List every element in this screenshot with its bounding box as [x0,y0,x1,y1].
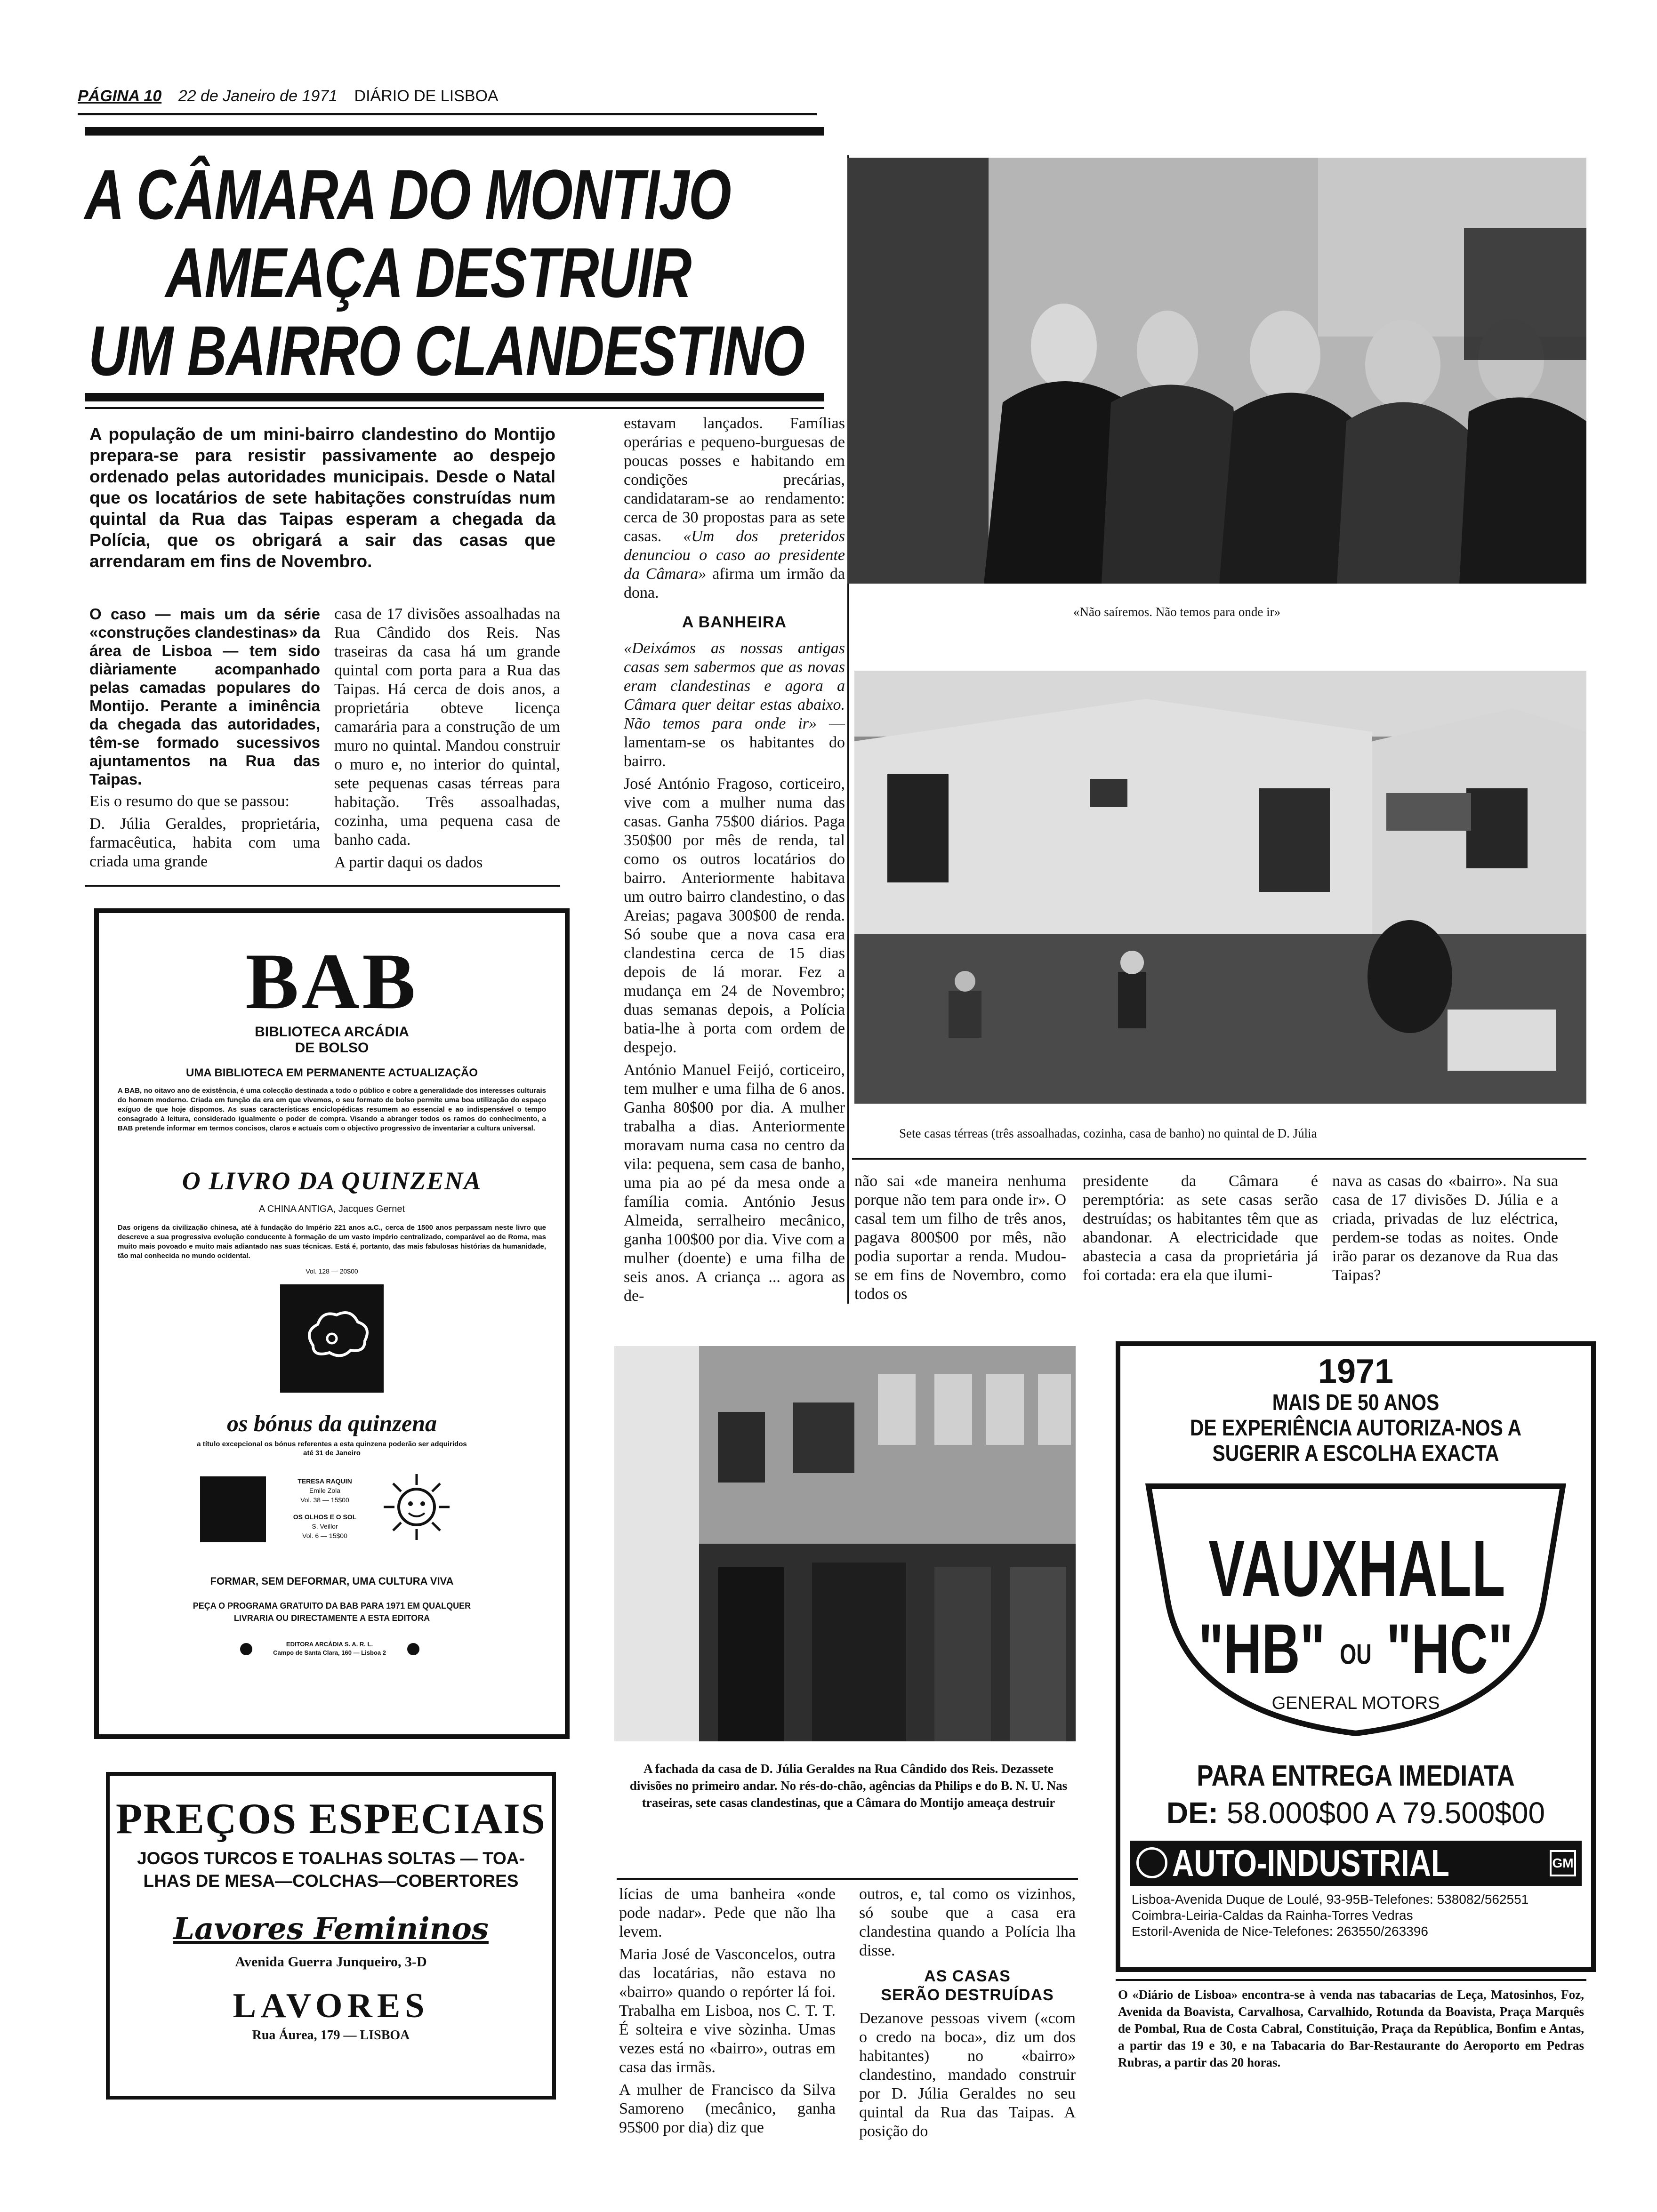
page-header [78,87,831,111]
dealer-emblem-icon [1136,1847,1167,1878]
bab-name-line-2: DE BOLSO [295,1040,369,1056]
headline-rule-thick [85,393,824,401]
bab-book-cover [280,1284,384,1393]
photo-facade-image [614,1346,1076,1741]
subhead-banheira: A BANHEIRA [682,613,787,631]
headline-rule-thin [85,407,824,409]
bab-livro-book: A CHINA ANTIGA, Jacques Gernet [258,1204,405,1214]
precos-items-line-1: JOGOS TURCOS E TOALHAS SOLTAS — TOA- [137,1849,525,1868]
cloud-emblem-icon [280,1284,384,1393]
middle-column-b-text: presidente da Câmara é peremptória: as sete casas serão destruídas; os habitantes têm que as abandonar. A electricidade que abastecia a casa da proprietária já foi cortada: era ela que ilumi- [1083,1172,1318,1284]
column-2-paragraph-2: A partir daqui os dados [334,854,483,871]
headline [85,155,804,390]
bab-logo: BAB [245,937,418,1026]
bab-bonus1-info [273,1476,377,1540]
gm-logo: GM [1550,1850,1576,1876]
vauxhall-ou: OU [1340,1638,1372,1670]
bottom-column-b-p1: outros, e, tal como os vizinhos, só soube que a casa era clandestina quando a Polícia lha disse. [859,1885,1076,1959]
vauxhall-brand: VAUXHALL [1208,1524,1506,1613]
vauxhall-address-2: Coimbra-Leiria-Caldas da Rainha-Torres Vedras [1132,1908,1413,1923]
vauxhall-maker: GENERAL MOTORS [1271,1693,1440,1713]
bullet-right-icon [407,1643,419,1655]
bottom-column-a-p2: Maria José de Vasconcelos, outra das locatárias, não estava no «bairro» quando o repórter lá foi. Trabalha em Lisboa, nos C. T. T. É solteira e vive sòzinha. Umas vezes está no «bairro», outras em casa das irmãs. [619,1946,836,2076]
bottom-column-a [619,1885,836,2141]
photo-residents [847,158,1586,584]
subhead-casas [859,1967,1076,2004]
bottom-column-b-p2: Dezanove pessoas vivem («com o credo na boca», diz um dos habitantes) no «bairro» clandestino, mandado construir por D. Júlia Geraldes no seu quintal da Rua das Taipas. A posição do [859,2010,1076,2140]
bab-livro-desc: Das origens da civilização chinesa, até à fundação do Império 221 anos a.C., cerca de 1500 anos perpassam neste livro que descreve a sua progressiva evolução conducente à formação de um vasto império centralizado, comparável ao de Roma, mas muito mais povoado e muito mais adiantado nas suas técnicas. Está é, portanto, das mais fabulosas histórias da humanidade, tão mal conhecida no mundo ocidental. [118,1224,546,1260]
header-rule [78,113,817,115]
vauxhall-models [1193,1609,1518,1690]
column-1-paragraph-2: Eis o resumo do que se passou: [89,793,290,810]
notice-rule [1116,1979,1586,1981]
vauxhall-lines [1156,1390,1556,1467]
column-3-paragraph-1-end: afirma um irmão da dona. [624,565,845,601]
middle-column-a-text: não sai «de maneira nenhuma porque não tem para onde ir». O casal tem um filho de três anos, pagava 800$00 por mês, não podia suportar a renda. Mudou-se em fins de Novembro, como todos os [854,1172,1066,1303]
article-column-2 [334,605,560,876]
vauxhall-price-de: DE: [1166,1796,1219,1830]
bab-intro: A BAB, no oitavo ano de existência, é uma colecção destinada a todo o público e cobre a generalidade dos interesses culturais do homem moderno. Criada em função da era em que vivemos, o seu formato de bolso permite uma boa utilização do espaço exíguo de que hoje dispomos. As suas características enciclopédicas resumem ao essencial e ao indispensável o tempo consagrado à leitura, considerado igualmente o poder de compra. Visando a abranger todos os ramos do conhecimento, a BAB pretende informar em termos concisos, claros e actuais com o objectivo progressivo de inventariar a cultura universal. [118,1087,546,1132]
bab-publisher [99,1638,565,1667]
bab-bonus1-author: Emile Zola [309,1487,341,1494]
middle-column-c [1332,1172,1558,1289]
bab-tagline: UMA BIBLIOTECA EM PERMANENTE ACTUALIZAÇÃO [186,1066,478,1079]
vauxhall-dealer-name: AUTO-INDUSTRIAL [1172,1842,1449,1884]
vauxhall-line-2: DE EXPERIÊNCIA AUTORIZA-NOS A [1190,1416,1522,1441]
column-3-fragoso: José António Fragoso, corticeiro, vive com a mulher numa das casas. Ganha 75$00 diários. Paga 350$00 por mês de renda, tal como os outros locatários do bairro. Anteriormente habitava um outro bairro clandestino, o das Areias; pagava 300$00 de renda. Só soube que a nova casa era clandestina cerca de 15 dias depois de lá morar. Fez a mudança em 24 de Novembro; duas semanas depois, a Polícia batia-lhe à porta com ordem de despejo. [624,775,845,1056]
headline-line-2: AMEAÇA DESTRUIR [165,233,691,312]
column-1-paragraph-3: D. Júlia Geraldes, proprietária, farmacêutica, habita com uma criada uma grande [89,815,320,870]
subhead-casas-line-1: AS CASAS [924,1967,1011,1985]
precos-items [110,1847,552,1892]
middle-column-b [1083,1172,1318,1289]
bottom-column-a-p3: A mulher de Francisco da Silva Samoreno (mecânico, ganha 95$00 por dia) diz que [619,2081,836,2136]
middle-column-c-text: nava as casas do «bairro». Na sua casa de 17 divisões D. Júlia e a criada, privadas de luz eléctrica, perdem-se todas as noites. Onde irão parar os dezanove da Rua das Taipas? [1332,1172,1558,1284]
article-column-1 [89,605,320,875]
bab-bonus1-cover [200,1476,266,1542]
photo-houses [854,671,1586,1104]
column-1-intro: O caso — mais um da série «construções clandestinas» da área de Lisboa — tem sido diàriamente acompanhado pelas camadas populares do Montijo. Perante a iminência da chegada das autoridades, têm-se formado sucessivos ajuntamentos na Rua das Taipas. [89,605,320,788]
column-bottom-rule [85,885,560,887]
subhead-casas-line-2: SERÃO DESTRUÍDAS [881,1986,1054,2004]
bab-publisher-address: Campo de Santa Clara, 160 — Lisboa 2 [273,1649,386,1656]
ad-bab [94,908,570,1739]
column-3-residents-quote-end: — lamentam-se os habitantes do bairro. [624,715,845,770]
page-date: 22 de Janeiro de 1971 [178,87,338,105]
bab-bonus2-cover [381,1472,452,1542]
bab-bonus-books [99,1472,565,1566]
newspaper-name: DIÁRIO DE LISBOA [354,87,499,105]
vauxhall-shield [1139,1477,1572,1740]
bottom-column-a-p1: lícias de uma banheira «onde pode nadar». Pede que não lha levem. [619,1885,836,1940]
column-3-paragraph-1: estavam lançados. Famílias operárias e pequeno-burguesas de poucas posses e habitando em condições precárias, candidataram-se ao rendamento: cerca de 30 propostas para as sete casas. [624,415,845,545]
vauxhall-price-range: 58.000$00 A 79.500$00 [1226,1796,1545,1830]
photo-residents-image [847,158,1586,584]
bab-bonus2-vol: Vol. 6 — 15$00 [302,1532,347,1539]
ad-vauxhall [1116,1341,1596,1972]
vauxhall-price [1120,1795,1591,1830]
photo-houses-rule [852,1158,1586,1160]
bab-name [99,1024,565,1056]
bab-livro-vol: Vol. 128 — 20$00 [306,1267,358,1275]
vauxhall-line-3: SUGERIR A ESCOLHA EXACTA [1212,1441,1499,1466]
headline-line-3: UM BAIRRO CLANDESTINO [88,311,804,390]
photo-houses-image [854,671,1586,1104]
headline-line-1: A CÂMARA DO MONTIJO [85,155,731,234]
vauxhall-line-1: MAIS DE 50 ANOS [1272,1390,1440,1415]
bab-slogan: FORMAR, SEM DEFORMAR, UMA CULTURA VIVA [210,1575,454,1587]
precos-address-2: Rua Áurea, 179 — LISBOA [252,2028,410,2043]
vauxhall-model-hc: "HC" [1386,1609,1513,1688]
bab-livro-title: O LIVRO DA QUINZENA [182,1167,482,1195]
middle-column-a [854,1172,1066,1307]
column-3-feijo: António Manuel Feijó, corticeiro, tem mulher e uma filha de 6 anos. Ganha 80$00 por dia. A mulher trabalha a dias. Anteriormente moravam numa casa no centro da vila: pequena, sem casa de banho, uma pia ao pé da mesa onde a família comia. António Jesus Almeida, serralheiro mecânico, ganha 100$00 por dia. Vive com a mulher (doente) e uma filha de seis anos. A criança ... agora as de- [624,1061,845,1305]
vauxhall-dealer-bar [1130,1841,1582,1886]
precos-address-1: Avenida Guerra Junqueiro, 3-D [235,1954,427,1970]
article-lead: A população de um mini-bairro clandestino do Montijo prepara-se para resistir passivamente ao despejo ordenado pelas autoridades municipais. Desde o Natal que os locatários de sete habitações construídas num quintal da Rua das Taipas esperam a chegada da Polícia, que os obrigará a sair das casas que arrendaram em fins de Novembro. [89,425,555,571]
bottom-rule-left [617,1878,1078,1880]
vauxhall-address-1: Lisboa-Avenida Duque de Loulé, 93-95B-Telefones: 538082/562551 [1132,1892,1529,1907]
column-2-paragraph-1: casa de 17 divisões assoalhadas na Rua Cândido dos Reis. Nas traseiras da casa há um grande quintal com porta para a Rua das Taipas. Há cerca de dois anos, a proprietária obteve licença camarária para a construção de um muro no quintal. Mandou construir o muro e, no interior do quintal, sete pequenas casas térreas para habitação. Três assoalhadas, cozinha, uma pequena casa de banho cada. [334,605,560,849]
bab-publisher-name: EDITORA ARCÁDIA S. A. R. L. [286,1641,373,1648]
precos-items-line-2: LHAS DE MESA—COLCHAS—COBERTORES [143,1871,519,1891]
vauxhall-model-hb: "HB" [1198,1609,1325,1688]
article-column-3 [624,414,845,1309]
bab-bonus2-author: S. Veillor [312,1523,338,1530]
bab-bonus1-title: TERESA RAQUIN [298,1477,352,1485]
column-3-quote: «Um dos preteridos denunciou o caso ao presidente da Câmara» [624,528,845,583]
photo-facade-caption: A fachada da casa de D. Júlia Geraldes na Rua Cândido dos Reis. Dezassete divisões no primeiro andar. No rés-do-chão, agências da Philips e do B. N. U. Nas traseiras, sete casas clandestinas, que a Câmara do Montijo ameaça destruir [629,1762,1068,1810]
bab-bonus2-title: OS OLHOS E O SOL [293,1513,357,1521]
photo-facade [614,1346,1076,1741]
bottom-column-b [859,1885,1076,2145]
bab-name-line-1: BIBLIOTECA ARCÁDIA [255,1024,409,1040]
vauxhall-year: 1971 [1318,1353,1394,1390]
vauxhall-delivery: PARA ENTREGA IMEDIATA [1197,1760,1515,1792]
bab-bonus-desc: a título excepcional os bónus referentes a esta quinzena poderão ser adquiridos até 31 de Janeiro [197,1440,467,1457]
sun-face-icon [381,1472,452,1542]
photo-houses-caption: Sete casas térreas (três assoalhadas, cozinha, casa de banho) no quintal de D. Júlia [899,1126,1317,1140]
bab-bonus1-vol: Vol. 38 — 15$00 [300,1496,349,1504]
precos-brand: LAVORES [233,1987,429,2025]
bullet-left-icon [240,1643,252,1655]
header-rule-thick [85,127,824,136]
bab-bonus-title: os bónus da quinzena [227,1410,437,1436]
bab-request: PEÇA O PROGRAMA GRATUITO DA BAB PARA 1971 EM QUALQUER LIVRARIA OU DIRECTAMENTE A ESTA EDITORA [193,1601,471,1623]
column-3-residents-quote: «Deixámos as nossas antigas casas sem sabermos que as novas eram clandestinas e agora a Câmara quer deitar estas abaixo. Não temos para onde ir» [624,640,845,732]
page-number: PÁGINA 10 [78,87,162,105]
ad-precos-especiais [106,1772,556,2100]
precos-script-logo: Lavores Femininos [173,1911,489,1947]
sales-notice: O «Diário de Lisboa» encontra-se à venda nas tabacarias de Leça, Matosinhos, Foz, Avenida da Boavista, Carvalhosa, Carvalhido, Rotunda da Boavista, Praça Marquês de Pombal, Rua de Costa Cabral, Constituição, Praça da República, Bonfim e Antas, a partir das 19 e 30, e na Tabacaria do Bar-Restaurante do Aeroporto em Pedras Rubras, a partir das 20 horas. [1118,1988,1584,2069]
vauxhall-address-3: Estoril-Avenida de Nice-Telefones: 263550/263396 [1132,1924,1428,1939]
photo-residents-caption: «Não saíremos. Não temos para onde ir» [1073,605,1281,619]
vauxhall-addresses [1132,1891,1580,1940]
precos-title: PREÇOS ESPECIAIS [116,1795,546,1843]
